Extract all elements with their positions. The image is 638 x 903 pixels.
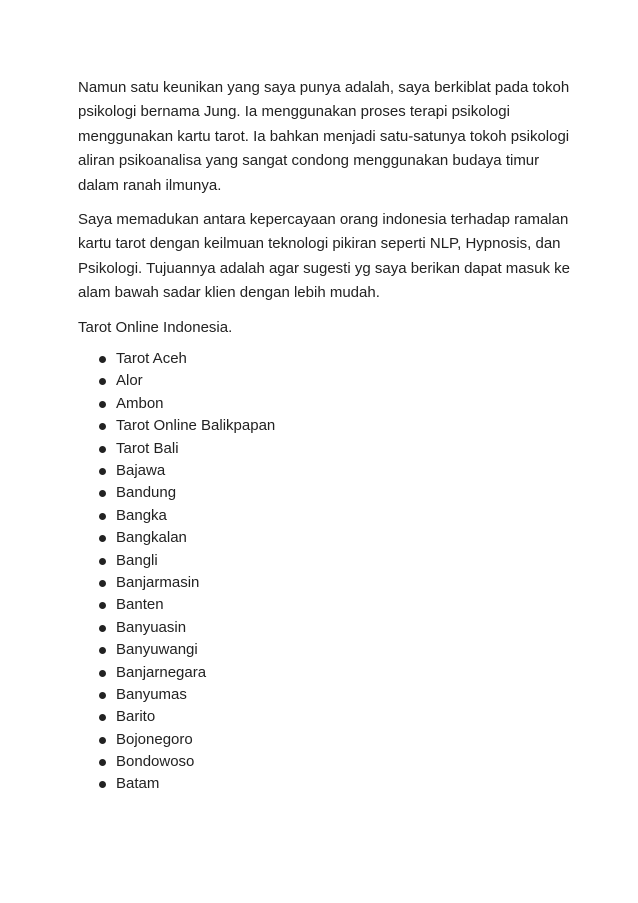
- list-item: [78, 527, 578, 549]
- list-item: [78, 348, 578, 370]
- city-list: [78, 348, 578, 796]
- bullet-icon: [99, 446, 106, 453]
- list-item: [78, 460, 578, 482]
- list-item: [78, 662, 578, 684]
- list-item-label: Bajawa: [116, 462, 166, 480]
- list-item: [78, 617, 578, 639]
- list-item: [78, 639, 578, 661]
- list-item: [78, 684, 578, 706]
- list-item: [78, 415, 578, 437]
- bullet-icon: [99, 468, 106, 475]
- list-item: [78, 550, 578, 572]
- list-item: [78, 482, 578, 504]
- bullet-icon: [99, 737, 106, 744]
- list-item-label: Bangka: [116, 506, 167, 524]
- list-item: [78, 572, 578, 594]
- bullet-icon: [99, 558, 106, 565]
- bullet-icon: [99, 580, 106, 587]
- list-item-label: Alor: [116, 372, 143, 390]
- list-item: [78, 706, 578, 728]
- list-item: [78, 751, 578, 773]
- bullet-icon: [99, 602, 106, 609]
- list-item-label: Banyuasin: [116, 618, 187, 636]
- list-item: [78, 729, 578, 751]
- bullet-icon: [99, 401, 106, 408]
- list-item: [78, 393, 578, 415]
- list-item-label: Bandung: [116, 484, 177, 502]
- list-item-label: Bondowoso: [116, 753, 195, 771]
- paragraph-heading: Tarot Online Indonesia.: [78, 318, 233, 336]
- list-item: [78, 370, 578, 392]
- list-item-label: Banyuwangi: [116, 641, 198, 659]
- list-item-label: Bangli: [116, 551, 158, 569]
- list-item-label: Tarot Aceh: [116, 350, 187, 368]
- list-item-label: Banten: [116, 596, 164, 614]
- list-item-label: Tarot Online Balikpapan: [116, 417, 276, 435]
- bullet-icon: [99, 647, 106, 654]
- bullet-icon: [99, 378, 106, 385]
- list-item-label: Ambon: [116, 394, 164, 412]
- bullet-icon: [99, 513, 106, 520]
- bullet-icon: [99, 692, 106, 699]
- list-item-label: Batam: [116, 775, 160, 793]
- bullet-icon: [99, 535, 106, 542]
- paragraph-jung: Namun satu keunikan yang saya punya adalah, saya berkiblat pada tokoh psikologi bernama Jung. Ia menggunakan proses terapi psikologi menggunakan kartu tarot. Ia bahkan menjadi satu-satunya tokoh psikologi aliran psikoanalisa yang sangat condong menggunakan budaya timur dalam ranah ilmunya.: [78, 79, 570, 194]
- list-item-label: Tarot Bali: [116, 439, 179, 457]
- list-item-label: Barito: [116, 708, 156, 726]
- list-item: [78, 438, 578, 460]
- bullet-icon: [99, 781, 106, 788]
- bullet-icon: [99, 356, 106, 363]
- list-item: [78, 773, 578, 795]
- bullet-icon: [99, 714, 106, 721]
- list-item: [78, 594, 578, 616]
- paragraph-method: Saya memadukan antara kepercayaan orang indonesia terhadap ramalan kartu tarot dengan keilmuan teknologi pikiran seperti NLP, Hypnosis, dan Psikologi. Tujuannya adalah agar sugesti yg saya berikan dapat masuk ke alam bawah sadar klien dengan lebih mudah.: [78, 211, 570, 302]
- list-item-label: Banyumas: [116, 685, 187, 703]
- bullet-icon: [99, 423, 106, 430]
- bullet-icon: [99, 625, 106, 632]
- bullet-icon: [99, 759, 106, 766]
- list-item-label: Bojonegoro: [116, 730, 193, 748]
- bullet-icon: [99, 670, 106, 677]
- bullet-icon: [99, 490, 106, 497]
- document-content: [78, 76, 578, 796]
- list-item-label: Banjarnegara: [116, 663, 207, 681]
- list-item: [78, 505, 578, 527]
- list-item-label: Bangkalan: [116, 529, 187, 547]
- list-item-label: Banjarmasin: [116, 573, 200, 591]
